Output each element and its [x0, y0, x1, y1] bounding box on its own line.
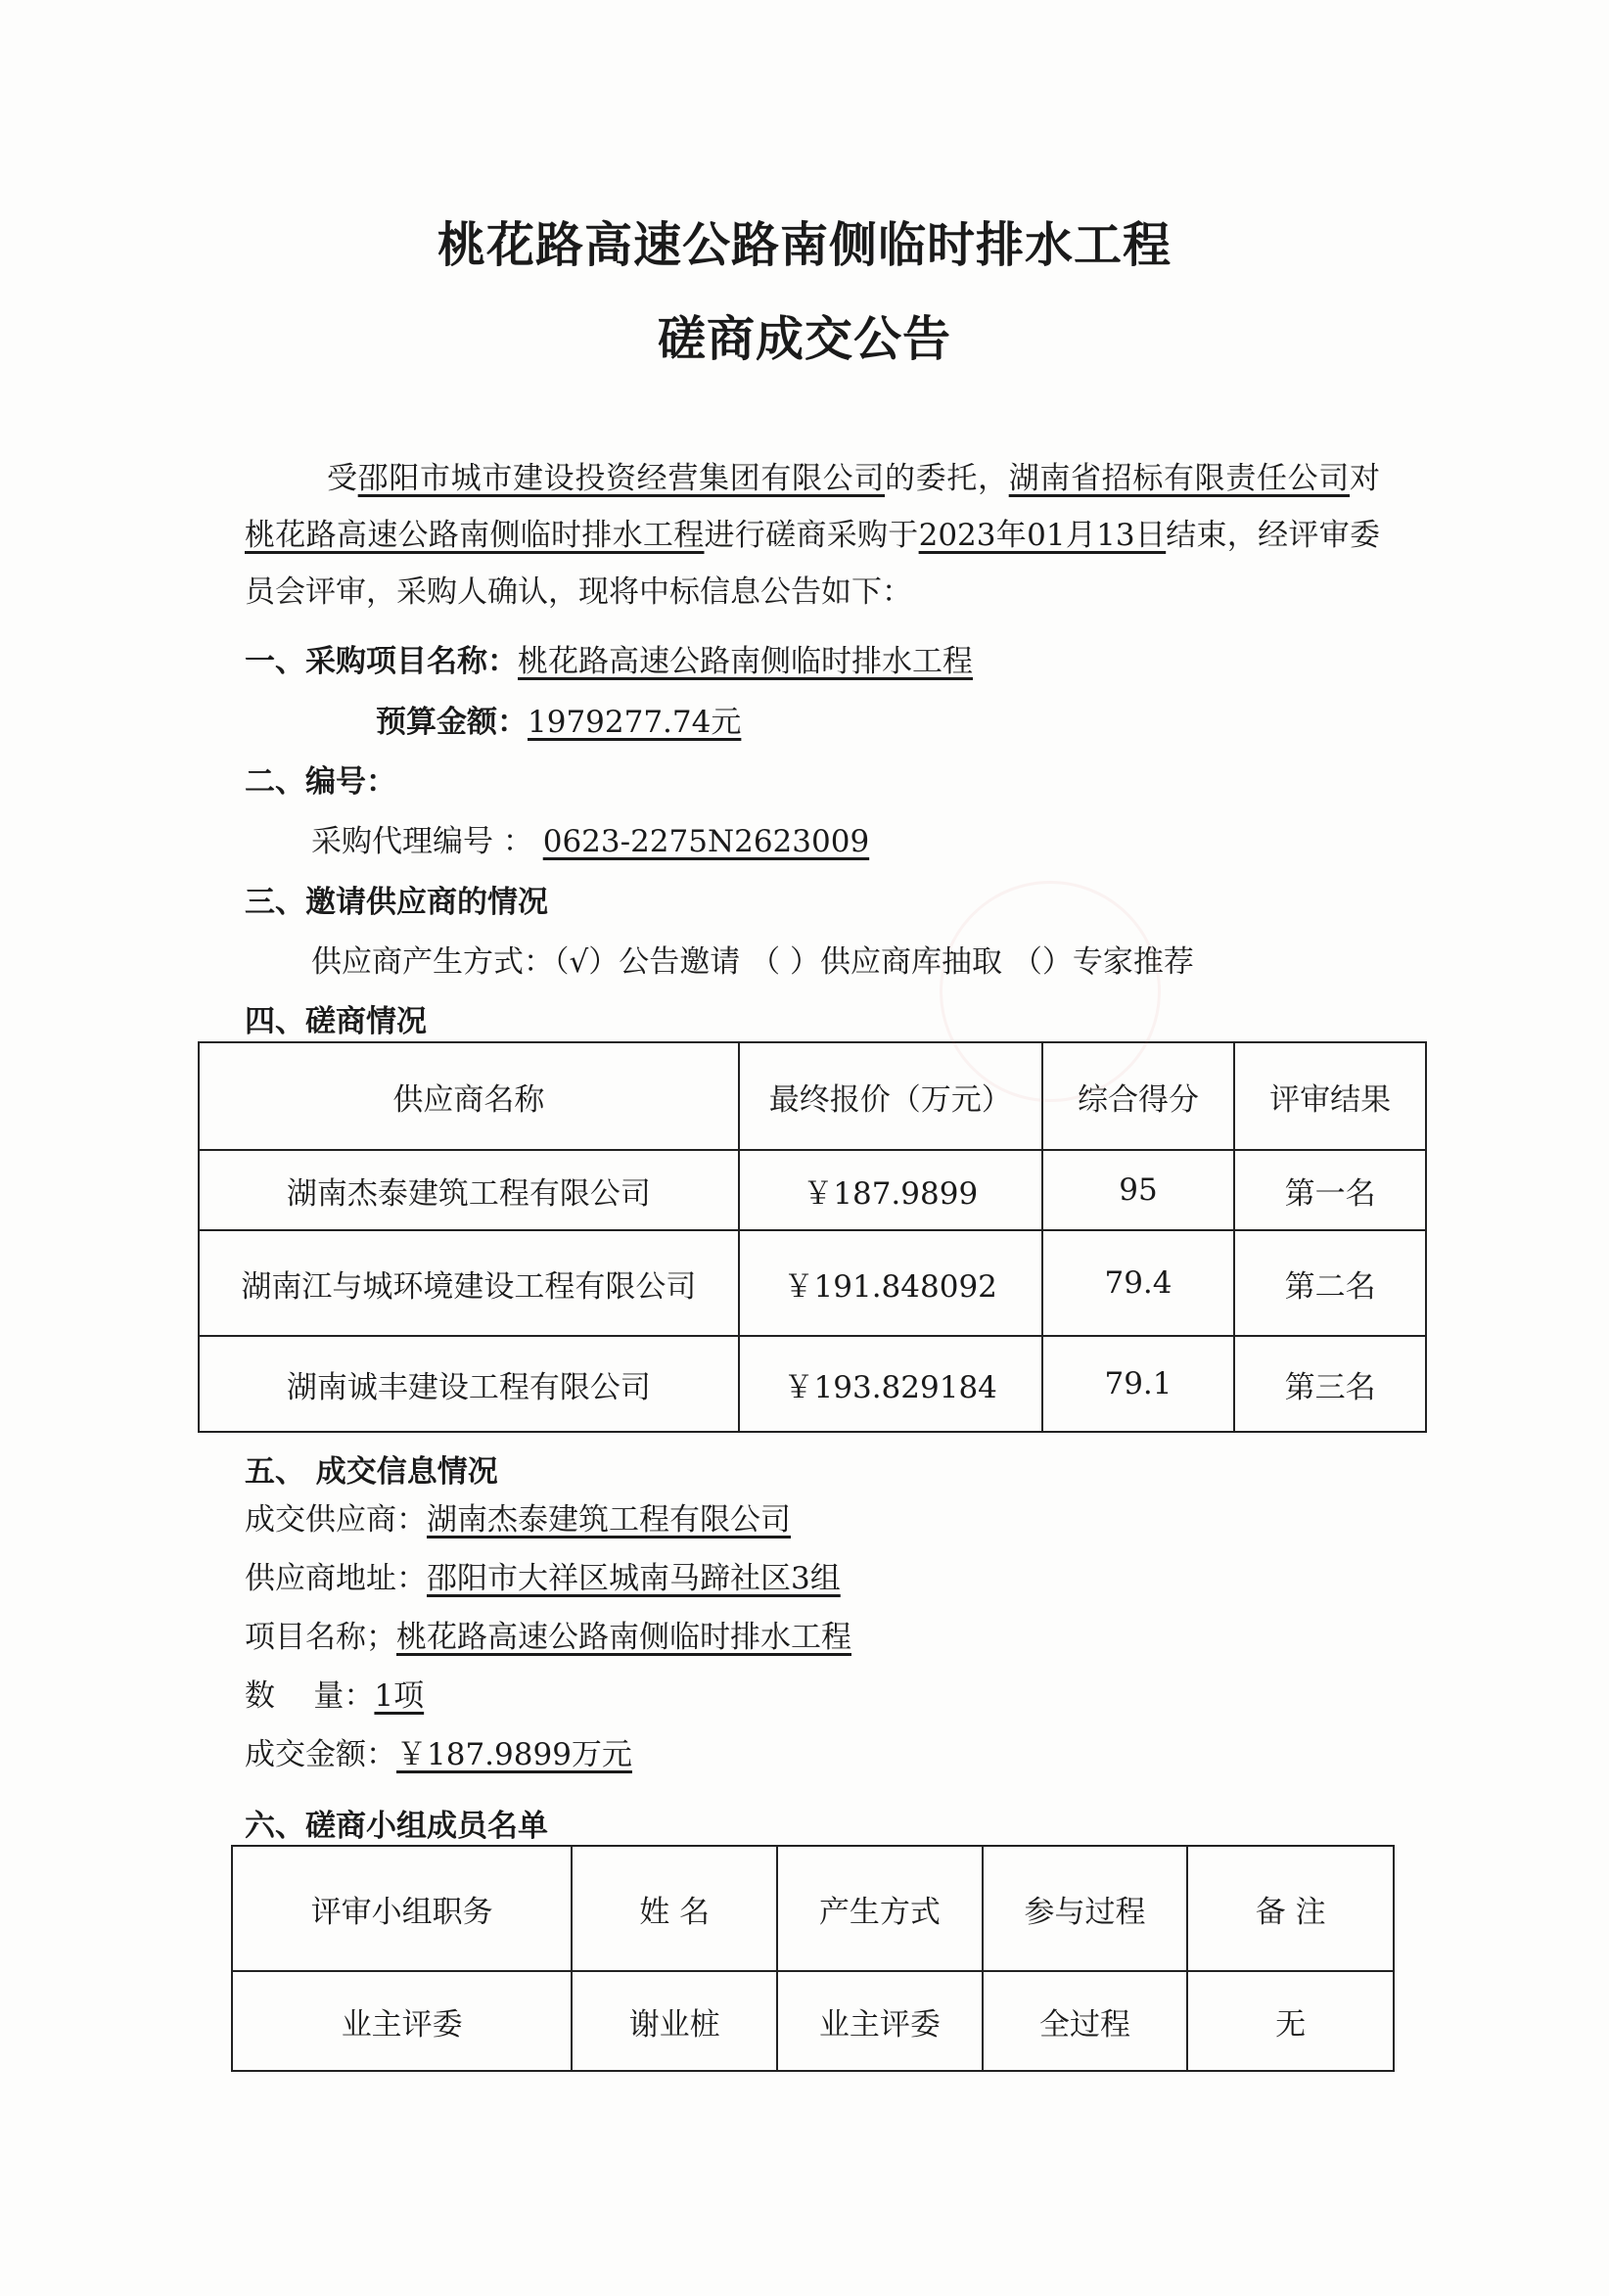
budget-line — [376, 697, 741, 741]
table-header-row — [199, 1042, 1426, 1150]
table-row — [232, 1971, 1394, 2071]
quote-cell: ￥193.829184 — [739, 1336, 1042, 1432]
quote-cell: ￥191.848092 — [739, 1230, 1042, 1336]
table-header-row — [232, 1846, 1394, 1971]
budget-label: 预算金额： — [376, 705, 528, 740]
negotiation-table — [198, 1041, 1427, 1433]
section-5-heading: 五、 成交信息情况 — [245, 1454, 498, 1490]
field-label: 成交金额： — [245, 1737, 396, 1772]
code-value: 0623-2275N2623009 — [542, 824, 870, 859]
code-label: 采购代理编号 ： — [311, 824, 533, 859]
column-header: 最终报价（万元） — [739, 1042, 1042, 1150]
column-header: 姓 名 — [572, 1846, 777, 1971]
column-header: 参与过程 — [983, 1846, 1188, 1971]
amount-line — [245, 1729, 632, 1773]
winning-supplier-line — [245, 1494, 791, 1538]
column-header: 备 注 — [1187, 1846, 1394, 1971]
section-2-heading: 二、编号： — [245, 764, 396, 800]
entrusting-party: 邵阳市城市建设投资经营集团有限公司 — [357, 461, 886, 496]
role-cell: 业主评委 — [232, 1971, 572, 2071]
quote-cell: ￥187.9899 — [739, 1150, 1042, 1230]
column-header: 评审小组职务 — [232, 1846, 572, 1971]
panel-members-table — [231, 1845, 1395, 2072]
column-header: 供应商名称 — [199, 1042, 739, 1150]
procurement-agent: 湖南省招标有限责任公司 — [1008, 461, 1351, 496]
section-1 — [245, 636, 973, 680]
code-line — [311, 816, 869, 860]
supplier-address-line — [245, 1553, 841, 1597]
winning-supplier: 湖南杰泰建筑工程有限公司 — [427, 1502, 791, 1538]
selection-method-cell: 业主评委 — [777, 1971, 983, 2071]
remarks-cell: 无 — [1187, 1971, 1394, 2071]
supplier-name-cell: 湖南杰泰建筑工程有限公司 — [199, 1150, 739, 1230]
field-label: 数 量： — [245, 1678, 375, 1714]
result-cell: 第一名 — [1234, 1150, 1426, 1230]
deal-amount: ￥187.9899万元 — [396, 1737, 632, 1772]
score-cell: 79.4 — [1042, 1230, 1235, 1336]
supplier-name-cell: 湖南江与城环境建设工程有限公司 — [199, 1230, 739, 1336]
intro-text: 对 — [1350, 461, 1381, 496]
field-label: 供应商地址： — [245, 1561, 427, 1596]
supplier-name-cell: 湖南诚丰建设工程有限公司 — [199, 1336, 739, 1432]
field-label: 成交供应商： — [245, 1502, 427, 1538]
document-subtitle: 磋商成交公告 — [657, 311, 951, 367]
column-header: 评审结果 — [1234, 1042, 1426, 1150]
score-cell: 95 — [1042, 1150, 1235, 1230]
intro-text: 受 — [327, 461, 358, 496]
project-name-value: 桃花路高速公路南侧临时排水工程 — [396, 1620, 851, 1655]
supplier-address: 邵阳市大祥区城南马蹄社区3组 — [427, 1561, 841, 1596]
field-label: 项目名称； — [245, 1620, 396, 1655]
intro-text: 进行磋商采购于 — [704, 518, 919, 553]
intro-text: 结束，经评审委员会评审，采购人确认，现将中标信息公告如下： — [245, 518, 1381, 610]
table-row — [199, 1336, 1426, 1432]
table-row — [199, 1150, 1426, 1230]
supplier-method: 供应商产生方式：（√）公告邀请 （ ）供应商库抽取 （）专家推荐 — [311, 944, 1194, 980]
result-cell: 第二名 — [1234, 1230, 1426, 1336]
result-cell: 第三名 — [1234, 1336, 1426, 1432]
score-cell: 79.1 — [1042, 1336, 1235, 1432]
intro-text: 的委托， — [885, 461, 1009, 496]
document-title: 桃花路高速公路南侧临时排水工程 — [437, 217, 1172, 273]
faint-seal-mark — [940, 881, 1161, 1102]
column-header: 综合得分 — [1042, 1042, 1235, 1150]
section-3-heading: 三、邀请供应商的情况 — [245, 885, 548, 920]
column-header: 产生方式 — [777, 1846, 983, 1971]
budget-value: 1979277.74元 — [528, 705, 742, 740]
project-name-value: 桃花路高速公路南侧临时排水工程 — [518, 644, 973, 679]
project-name-line — [245, 1612, 851, 1656]
end-date: 2023年01月13日 — [918, 518, 1167, 553]
project-name: 桃花路高速公路南侧临时排水工程 — [245, 518, 705, 553]
table-row — [199, 1230, 1426, 1336]
intro-paragraph — [245, 450, 1380, 620]
quantity-value: 1项 — [374, 1678, 425, 1714]
quantity-line — [245, 1671, 424, 1715]
section-heading: 一、采购项目名称： — [245, 644, 518, 679]
section-6-heading: 六、磋商小组成员名单 — [245, 1809, 548, 1844]
participation-cell: 全过程 — [983, 1971, 1188, 2071]
section-4-heading: 四、磋商情况 — [245, 1004, 427, 1039]
member-name-cell: 谢业桩 — [572, 1971, 777, 2071]
